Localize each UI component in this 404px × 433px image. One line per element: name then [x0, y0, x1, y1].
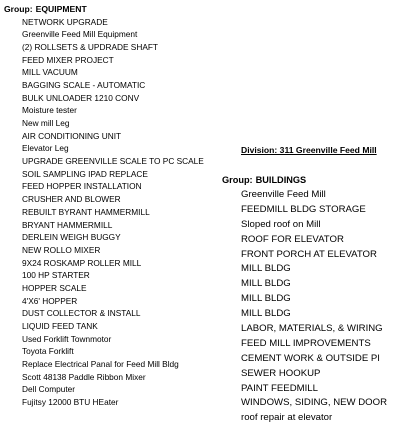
list-item: 4'X6' HOPPER	[22, 295, 78, 306]
list-item: MILL BLDG	[241, 263, 291, 275]
list-item: HOPPER SCALE	[22, 282, 87, 293]
list-item: AIR CONDITIONING UNIT	[22, 130, 122, 141]
list-item: Toyota Forklift	[22, 346, 74, 357]
list-item: Elevator Leg	[22, 143, 69, 154]
list-item: FEED MIXER PROJECT	[22, 54, 114, 65]
list-item: Replace Electrical Panal for Feed Mill Bldg	[22, 359, 179, 370]
list-item: MILL BLDG	[241, 308, 291, 320]
list-item: MILL BLDG	[241, 278, 291, 290]
equipment-list	[22, 18, 204, 411]
list-item: NEW ROLLO MIXER	[22, 244, 101, 255]
list-item: DUST COLLECTOR & INSTALL	[22, 308, 141, 319]
list-item: WINDOWS, SIDING, NEW DOOR	[241, 397, 388, 409]
division-title: Division: 311 Greenville Feed Mill	[241, 145, 377, 155]
buildings-group-label: Group:	[222, 175, 253, 185]
buildings-list	[241, 190, 387, 428]
list-item: Used Forklift Townmotor	[22, 333, 112, 344]
list-item: PAINT FEEDMILL	[241, 382, 318, 394]
list-item: SEWER HOOKUP	[241, 367, 321, 379]
list-item: UPGRADE GREENVILLE SCALE TO PC SCALE	[22, 156, 204, 167]
list-item: BAGGING SCALE - AUTOMATIC	[22, 79, 146, 90]
list-item: FRONT PORCH AT ELEVATOR	[241, 248, 377, 260]
list-item: NETWORK UPGRADE	[22, 16, 108, 27]
list-item: FEED HOPPER INSTALLATION	[22, 181, 142, 192]
list-item: SOIL SAMPLING IPAD REPLACE	[22, 168, 148, 179]
list-item: REBUILT BYRANT HAMMERMILL	[22, 206, 150, 217]
buildings-group-header	[222, 176, 306, 185]
list-item: CEMENT WORK & OUTSIDE PI	[241, 352, 380, 364]
list-item: BRYANT HAMMERMILL	[22, 219, 113, 230]
list-item: LABOR, MATERIALS, & WIRING	[241, 323, 383, 335]
list-item: Greenville Feed Mill Equipment	[22, 29, 138, 40]
equipment-group-label: Group:	[4, 4, 33, 14]
list-item: 100 HP STARTER	[22, 270, 90, 281]
list-item: LIQUID FEED TANK	[22, 321, 98, 331]
list-item: Scott 48138 Paddle Ribbon Mixer	[22, 371, 146, 382]
buildings-group-name: BUILDINGS	[255, 175, 307, 185]
list-item: CRUSHER AND BLOWER	[22, 194, 121, 205]
list-item: (2) ROLLSETS & UPDRADE SHAFT	[22, 41, 159, 52]
list-item: MILL VACUUM	[22, 67, 78, 78]
list-item: Sloped roof on Mill	[241, 218, 321, 230]
list-item: Fujitsy 12000 BTU HEater	[22, 397, 119, 408]
list-item: 9X24 ROSKAMP ROLLER MILL	[22, 257, 142, 268]
list-item: roof repair at elevator	[241, 412, 333, 424]
list-item: FEEDMILL BLDG STORAGE	[241, 203, 366, 215]
list-item: FEED MILL IMPROVEMENTS	[241, 337, 371, 349]
list-item: MILL BLDG	[241, 293, 291, 305]
list-item: Moisture tester	[22, 105, 77, 116]
list-item: ROOF FOR ELEVATOR	[241, 233, 344, 245]
list-item: DERLEIN WEIGH BUGGY	[22, 232, 121, 243]
equipment-group-header	[4, 5, 87, 14]
list-item: BULK UNLOADER 1210 CONV	[22, 92, 140, 103]
list-item: Greenville Feed Mill	[241, 189, 326, 200]
list-item: New mill Leg	[22, 118, 70, 128]
list-item: Dell Computer	[22, 384, 76, 395]
equipment-group-name: EQUIPMENT	[35, 4, 87, 14]
